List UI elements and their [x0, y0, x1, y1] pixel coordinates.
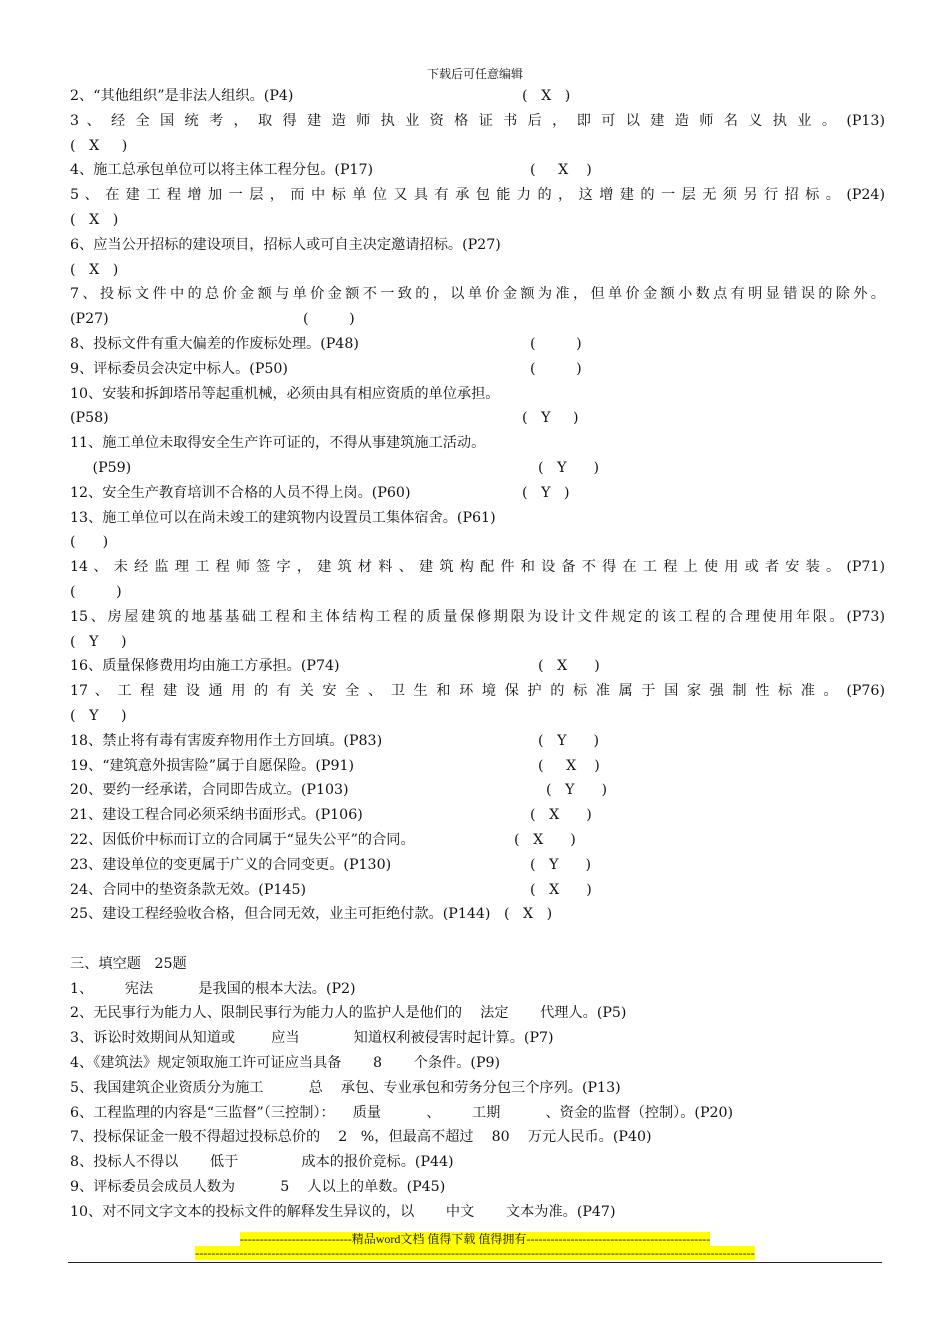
question-line: [70, 357, 885, 382]
answer-mark: ( Y ): [522, 484, 570, 501]
footer-banner-line2: --------------------------------------------------------------------------------------------------------------------------------------------: [195, 1246, 755, 1260]
question-text: 7、投标文件中的总价金额与单价金额不一致的，以单价金额为准，但单价金额小数点有明显错误的除外。: [70, 286, 885, 303]
question-line: [70, 109, 885, 134]
document-body: [70, 84, 885, 1225]
question-text: 8、投标文件有重大偏差的作废标处理。(P48): [70, 335, 359, 352]
question-text: ( X ): [70, 211, 119, 228]
question-line: [70, 729, 885, 754]
answer-mark: ( ): [530, 360, 582, 377]
question-line: [70, 828, 885, 853]
page-header: 下载后可任意编辑: [426, 67, 523, 81]
question-line: [70, 382, 885, 407]
fill-blank-line: 8、投标人不得以 低于 成本的报价竞标。(P44): [70, 1154, 454, 1171]
question-text: 9、评标委员会决定中标人。(P50): [70, 360, 288, 377]
question-line: [70, 902, 885, 927]
question-line: [70, 878, 885, 903]
question-text: 24、合同中的垫资条款无效。(P145): [70, 881, 306, 898]
question-line: [70, 282, 885, 307]
question-line: [70, 233, 885, 258]
answer-mark: ( X ): [530, 807, 592, 824]
question-text: 18、禁止将有毒有害废弃物用作土方回填。(P83): [70, 732, 383, 749]
answer-mark: ( X ): [538, 757, 600, 774]
question-text: (P59): [70, 459, 132, 476]
fill-blank-line: 3、诉讼时效期间从知道或 应当 知道权利被侵害时起计算。(P7): [70, 1030, 554, 1047]
question-text: 23、建设单位的变更属于广义的合同变更。(P130): [70, 856, 392, 873]
question-line: [70, 803, 885, 828]
question-line: [70, 431, 885, 456]
question-text: 19、“建筑意外损害险”属于自愿保险。(P91): [70, 757, 355, 774]
footer-banner: [0, 1230, 950, 1247]
question-text: ( ): [70, 534, 109, 551]
question-text: 21、建设工程合同必须采纳书面形式。(P106): [70, 807, 363, 824]
question-text: 14 、 未 经 监 理 工 程 师 签 字 ， 建 筑 材 料 、 建 筑 构 配 件 和 设 备 不 得 在 工 程 上 使 用 或 者 安 装 。 (P71): [70, 559, 885, 576]
question-text: 4、施工总承包单位可以将主体工程分包。(P17): [70, 162, 374, 179]
question-line: [70, 654, 885, 679]
question-line: [70, 530, 885, 555]
question-text: ( Y ): [70, 633, 127, 650]
section-gap: [70, 927, 885, 952]
question-line: [70, 307, 885, 332]
answer-mark: ( Y ): [538, 459, 600, 476]
question-line: [70, 456, 885, 481]
question-line: [70, 506, 885, 531]
question-text: 5 、 在 建 工 程 增 加 一 层 ， 而 中 标 单 位 又 具 有 承 包 能 力 的 ， 这 增 建 的 一 层 无 须 另 行 招 标 。 (P24): [70, 187, 885, 204]
question-text: 20、要约一经承诺，合同即告成立。(P103): [70, 782, 349, 799]
answer-mark: ( X ): [530, 162, 592, 179]
answer-mark: ( Y ): [530, 856, 592, 873]
question-text: ( ): [70, 583, 122, 600]
question-text: 11、施工单位未取得安全生产许可证的，不得从事建筑施工活动。: [70, 435, 486, 452]
fill-blank-line: 2、无民事行为能力人、限制民事行为能力人的监护人是他们的 法定 代理人。(P5): [70, 1005, 627, 1022]
question-line: [70, 630, 885, 655]
footer-banner-line1: ----------------------------精品word文档 值得下载 值得拥有----------------------------------------------: [239, 1232, 711, 1246]
question-line: [70, 158, 885, 183]
footer-rule: [68, 1262, 882, 1263]
answer-mark: ( X ): [530, 881, 592, 898]
fill-blank-line: 5、我国建筑企业资质分为施工 总 承包、专业承包和劳务分包三个序列。(P13): [70, 1079, 621, 1096]
answer-mark: ( X ): [522, 88, 571, 104]
question-text: ( X ): [70, 137, 128, 154]
question-line: [70, 406, 885, 431]
question-line: [70, 258, 885, 283]
fill-blank-line: 7、投标保证金一般不得超过投标总价的 2 %，但最高不超过 80 万元人民币。(P40): [70, 1129, 652, 1146]
question-line: [70, 481, 885, 506]
question-line: [70, 580, 885, 605]
question-text: 6、应当公开招标的建设项目，招标人或可自主决定邀请招标。(P27): [70, 236, 501, 253]
question-text: 25、建设工程经验收合格，但合同无效，业主可拒绝付款。(P144) ( X ): [70, 906, 553, 923]
fill-blank-line: 6、工程监理的内容是“三监督”（三控制）： 质量 、 工期 、资金的监督（控制）。(P20): [70, 1104, 734, 1121]
question-text: (P58): [70, 410, 109, 427]
question-line: [70, 754, 885, 779]
question-text: 12、安全生产教育培训不合格的人员不得上岗。(P60): [70, 484, 411, 501]
question-text: 16、质量保修费用均由施工方承担。(P74): [70, 658, 340, 675]
question-line: [70, 332, 885, 357]
question-line: [70, 853, 885, 878]
question-text: (P27): [70, 311, 109, 328]
answer-mark: ( ): [303, 311, 355, 328]
question-line: [70, 134, 885, 159]
section-title: 三、填空题 25题: [70, 955, 187, 972]
question-text: 22、因低价中标而订立的合同属于“显失公平”的合同。: [70, 831, 415, 848]
answer-mark: ( X ): [514, 831, 576, 848]
question-line: [70, 704, 885, 729]
question-text: 15、房屋建筑的地基基础工程和主体结构工程的质量保修期限为设计文件规定的该工程的合理使用年限。(P73): [70, 608, 885, 625]
fill-blank-line: 10、对不同文字文本的投标文件的解释发生异议的，以 中文 文本为准。(P47): [70, 1203, 616, 1220]
fill-blank-line: 1、 宪法 是我国的根本大法。(P2): [70, 980, 356, 997]
question-text: 3 、 经 全 国 统 考 ， 取 得 建 造 师 执 业 资 格 证 书 后 ， 即 可 以 建 造 师 名 义 执 业 。 (P13): [70, 112, 885, 129]
question-line: [70, 84, 885, 109]
question-text: 10、安装和拆卸塔吊等起重机械，必须由具有相应资质的单位承担。: [70, 385, 500, 402]
question-line: [70, 778, 885, 803]
question-line: [70, 555, 885, 580]
fill-blank-line: 4、《建筑法》规定领取施工许可证应当具备 8 个条件。(P9): [70, 1055, 501, 1072]
question-text: 17 、 工 程 建 设 通 用 的 有 关 安 全 、 卫 生 和 环 境 保 护 的 标 准 属 于 国 家 强 制 性 标 准 。 (P76): [70, 683, 885, 700]
footer-banner-2: [0, 1246, 950, 1261]
answer-mark: ( ): [530, 335, 582, 352]
answer-mark: ( X ): [538, 658, 600, 675]
fill-blank-line: 9、评标委员会成员人数为 5 人以上的单数。(P45): [70, 1179, 446, 1196]
answer-mark: ( Y ): [522, 410, 579, 427]
question-line: [70, 605, 885, 630]
question-text: 13、施工单位可以在尚未竣工的建筑物内设置员工集体宿舍。(P61): [70, 509, 496, 526]
question-text: 2、“其他组织”是非法人组织。(P4): [70, 88, 294, 104]
question-text: ( Y ): [70, 707, 127, 724]
question-line: [70, 679, 885, 704]
question-text: ( X ): [70, 261, 119, 278]
answer-mark: ( Y ): [538, 732, 600, 749]
question-line: [70, 183, 885, 208]
answer-mark: ( Y ): [546, 782, 608, 799]
question-line: [70, 208, 885, 233]
